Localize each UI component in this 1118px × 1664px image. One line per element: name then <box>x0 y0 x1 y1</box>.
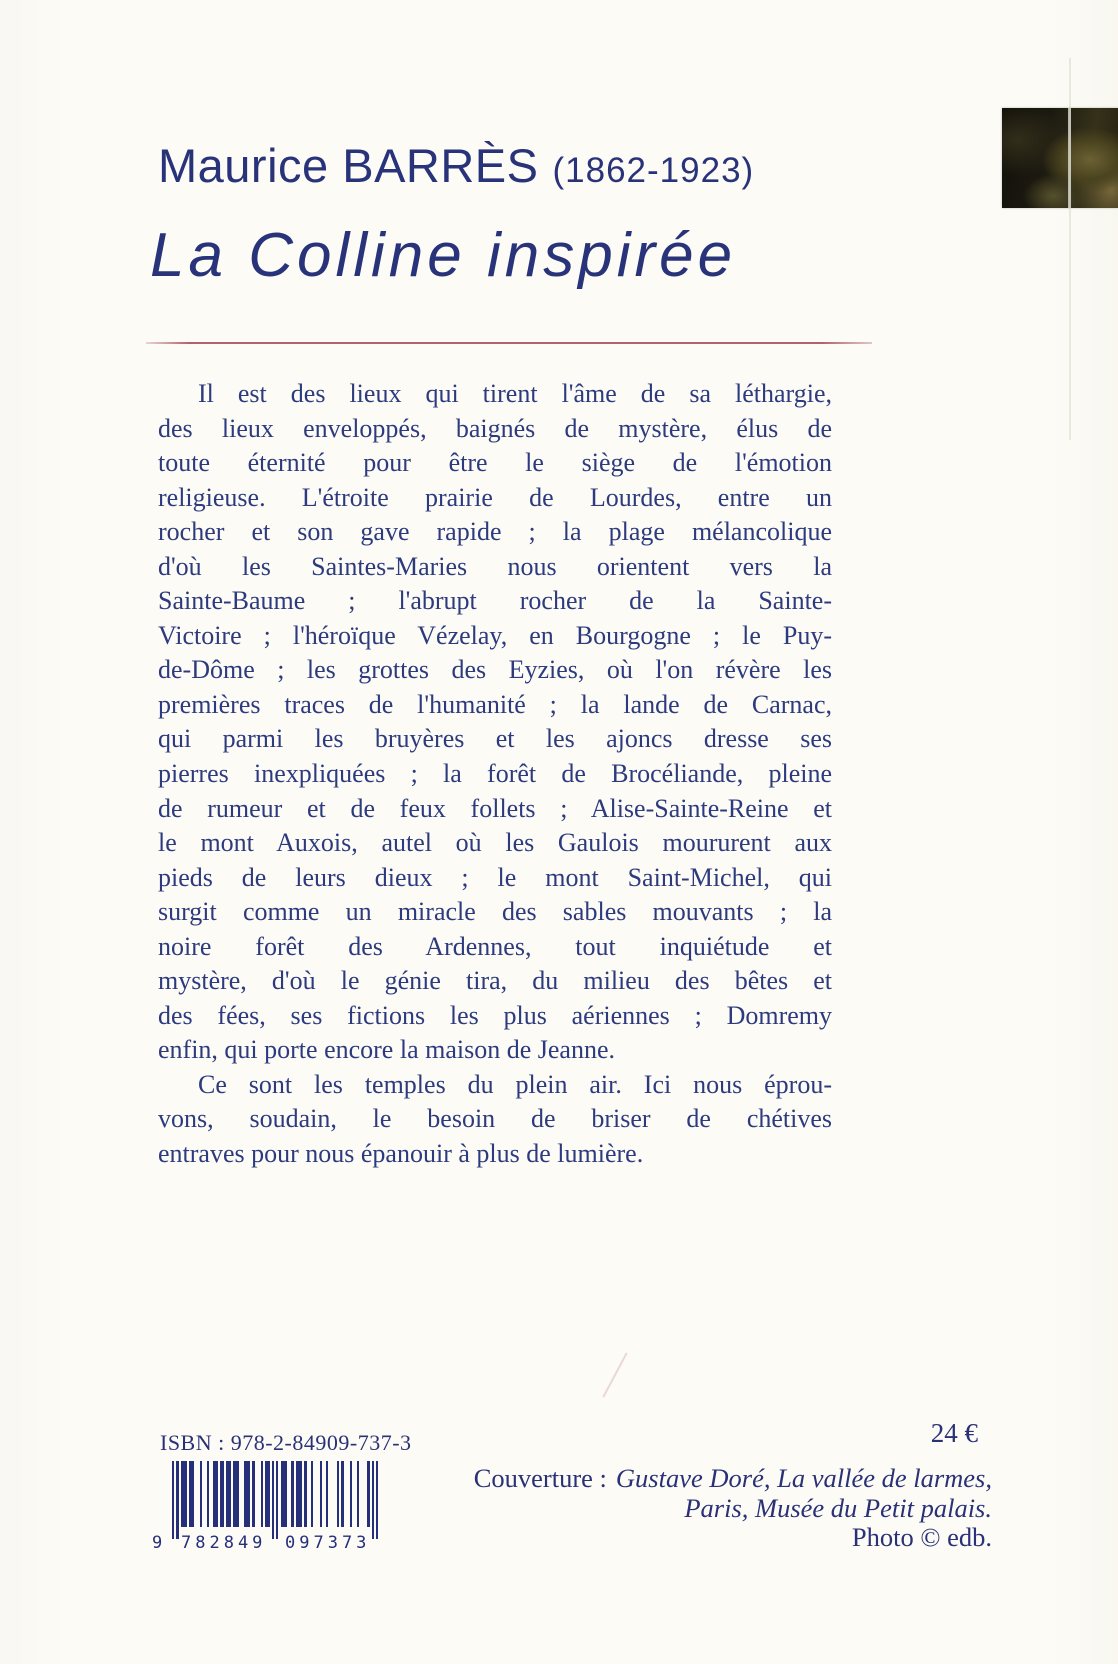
barcode-digits-left: 782849 <box>181 1533 267 1553</box>
excerpt-line: qui parmi les bruyères et les ajoncs dresse ses <box>158 724 832 754</box>
price-label: 24 € <box>930 1418 978 1448</box>
excerpt-line: de rumeur et de feux follets ; Alise-Sainte-Reine et <box>158 793 832 823</box>
credit-line-1 <box>474 1464 992 1494</box>
excerpt-line: Il est des lieux qui tirent l'âme de sa léthargie, <box>198 379 832 408</box>
author-line <box>158 138 754 193</box>
scan-scratch-artifact <box>602 1352 627 1397</box>
credit-line-2: Paris, Musée du Petit palais. <box>684 1492 992 1523</box>
excerpt-text <box>158 377 832 1172</box>
excerpt-line: Ce sont les temples du plein air. Ici nous éprou- <box>198 1069 832 1099</box>
excerpt-line: des lieux enveloppés, baignés de mystère, élus de <box>158 413 832 443</box>
divider-rule <box>146 342 872 344</box>
excerpt-line: Victoire ; l'héroïque Vézelay, en Bourgogne ; le Puy- <box>158 620 832 650</box>
excerpt-line: d'où les Saintes-Maries nous orientent vers la <box>158 551 832 581</box>
excerpt-line: vons, soudain, le besoin de briser de chétives <box>158 1104 832 1134</box>
excerpt-line: noire forêt des Ardennes, tout inquiétude et <box>158 931 832 961</box>
excerpt-line: de-Dôme ; les grottes des Eyzies, où l'on révère les <box>158 655 832 685</box>
excerpt-line: surgit comme un miracle des sables mouvants ; la <box>158 897 832 927</box>
ean-barcode <box>152 1461 379 1553</box>
excerpt-line: pierres inexpliquées ; la forêt de Brocéliande, pleine <box>158 759 832 789</box>
barcode-digits-right: 097373 <box>285 1533 371 1553</box>
barcode-bars <box>172 1461 379 1539</box>
excerpt-line: enfin, qui porte encore la maison de Jeanne. <box>158 1035 615 1065</box>
cover-credits <box>474 1464 992 1553</box>
author-dates: (1862-1923) <box>552 151 755 190</box>
cover-photo-corner-fragment <box>1002 108 1118 208</box>
scan-crease-line <box>1069 58 1071 440</box>
excerpt-line: rocher et son gave rapide ; la plage mélancolique <box>158 517 832 547</box>
isbn-label: ISBN : 978-2-84909-737-3 <box>160 1430 412 1455</box>
excerpt-line: premières traces de l'humanité ; la lande de Carnac, <box>158 689 832 719</box>
barcode-bar <box>376 1461 378 1539</box>
excerpt-line: des fées, ses fictions les plus aériennes ; Domremy <box>158 1000 832 1030</box>
excerpt-line: entraves pour nous épanouir à plus de lumière. <box>158 1139 644 1169</box>
author-name: Maurice BARRÈS <box>158 139 539 192</box>
excerpt-line: toute éternité pour être le siège de l'émotion <box>158 448 832 478</box>
excerpt-line: religieuse. L'étroite prairie de Lourdes, entre un <box>158 482 832 512</box>
credit-label: Couverture : <box>473 1463 607 1493</box>
credit-work-title: Gustave Doré, La vallée de larmes, <box>615 1463 992 1493</box>
credit-line-3: Photo © edb. <box>851 1522 992 1552</box>
book-title: La Colline inspirée <box>150 221 737 290</box>
barcode-digit-lead: 9 <box>152 1533 167 1553</box>
excerpt-line: mystère, d'où le génie tira, du milieu des bêtes et <box>158 966 832 996</box>
excerpt-line: Sainte-Baume ; l'abrupt rocher de la Sainte- <box>158 586 832 616</box>
excerpt-line: le mont Auxois, autel où les Gaulois moururent aux <box>158 828 832 858</box>
excerpt-line: pieds de leurs dieux ; le mont Saint-Michel, qui <box>158 862 832 892</box>
